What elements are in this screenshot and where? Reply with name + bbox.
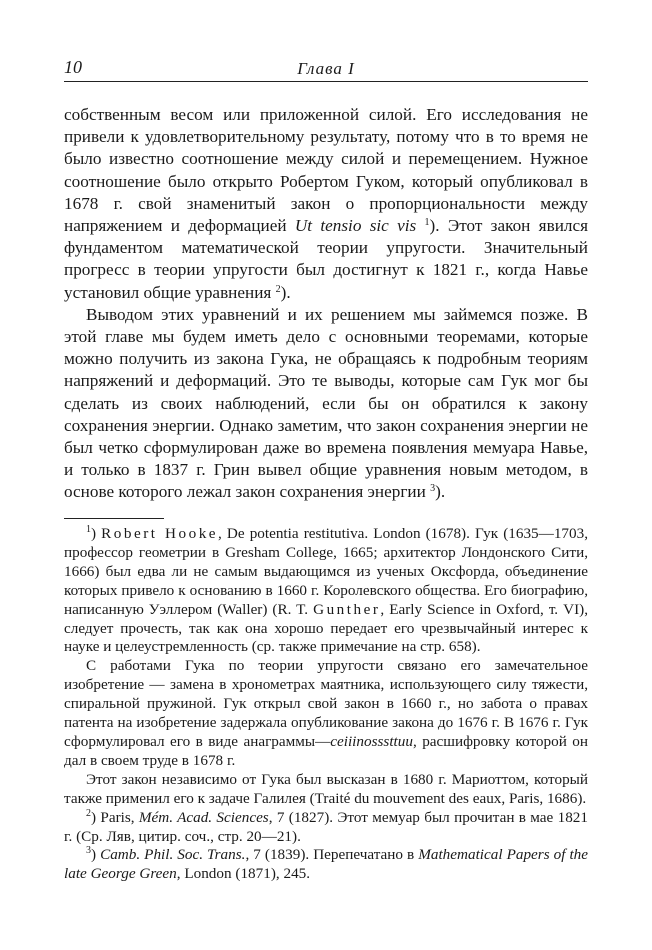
footnote-text: , 7 (1827). Этот мемуар был прочитан в мае 1821 г. (Ср. Ляв, цитир. соч., стр. 20—21). <box>64 808 588 845</box>
author-name: Gunther <box>313 600 381 618</box>
footnote-text: Этот закон независимо от Гука был высказан в 1680 г. Мариоттом, который также применил его к задаче Галилея (Traité du mouvement des eaux, Paris, 1686). <box>64 770 588 807</box>
footnote-text: , De potentia restitutiva. London (1678). Гук (1635—1703, профессор геометрии в Gresham College, 1665; архитектор Лондонского Сити, 1666) был едва ли не самым выдающимся из ученых Оксфорда, объединение которых привело к основанию в 1660 г. Королевского общества. Его биографию, написанную Уэллером (Waller) (R. T. <box>64 525 589 618</box>
hooke-law-latin: Ut tensio sic vis <box>294 216 417 236</box>
page-number: 10 <box>64 57 82 77</box>
anagram: ceiiinosssttuu <box>330 732 413 750</box>
footnote-ref-3: 3 <box>430 483 436 495</box>
journal-title: Camb. Phil. Soc. Trans. <box>100 846 246 864</box>
footnotes <box>64 525 588 884</box>
paragraph-text: ). <box>435 482 446 502</box>
footnote-rule <box>64 518 164 519</box>
journal-title: Mém. Acad. Sciences <box>138 808 269 826</box>
footnote-text: , 7 (1839). Перепечатано в <box>245 846 419 864</box>
paragraph-text: ). Этот закон явился фундаментом математической теории упругости. Значительный прогресс в теории упругости был достигнут к 1821 г., когда Навье установил общие уравнения <box>64 216 589 302</box>
paragraph-2 <box>64 304 588 504</box>
footnote-ref-1: 1 <box>424 217 430 229</box>
footnote-text: , Early Science in Oxford, т. VI), следует прочесть, так как она хорошо передает его чрезвычайный интерес к науке и целеустремленность (ср. также примечание на стр. 658). <box>64 600 588 656</box>
footnote-text: , расшифровку которой он дал в своем труде в 1678 г. <box>64 732 588 769</box>
footnote-text: ) Paris, <box>91 808 139 826</box>
footnote-text: С работами Гука по теории упругости связано его замечательное изобретение — замена в хронометрах маятника, использующего силу тяжести, спиральной пружиной. Гук открыл свой закон в 1660 г., но забота о правах патента на изобретение задержала опубликование закона до 1676 г. В 1676 г. Гук сформулировал его в виде анаграммы— <box>64 657 588 750</box>
footnote-ref-2: 2 <box>275 283 281 295</box>
footnote-1: $^1$) Robert Hooke, De potentia restitutiva. London (1678). Гук (1635—1703, профессор геометрии в Gresham College, 1665; архитектор Лондонского Сити, 1666) был едва ли не самым выдающимся из ученых Оксфорда, объединение которых привело к основанию в 1660 г. Королевского общества. Его биографию, написанную Уэллером (Waller) (R. T. Gunther, Early Science in Oxford, т. VI), следует прочесть, так как она хорошо передает его чрезвычайный интерес к науке и целеустремленность (ср. также примечание на стр. 658). <box>64 524 589 656</box>
header-rule <box>64 81 588 82</box>
footnote-text: ) <box>91 846 101 864</box>
running-header <box>64 57 588 83</box>
chapter-title: Глава I <box>297 59 355 78</box>
paragraph-1 <box>64 104 588 304</box>
footnote-3 <box>64 846 588 884</box>
book-title: Mathematical Papers of the late George Green <box>64 846 589 883</box>
paragraph-text: собственным весом или приложенной силой. Его исследования не привели к удовлетворительному результату, потому что в то время не было известно соотношение между силой и перемещением. Нужное соотношение было открыто Робертом Гуком, который опубликовал в 1678 г. свой знаменитый закон о пропорциональности между напряжением и деформацией <box>64 105 588 236</box>
paragraph-text: Выводом этих уравнений и их решением мы займемся позже. В этой главе мы будем иметь дело с основными теоремами, которые можно получить из закона Гука, не обращаясь к подробным теориям напряжений и деформаций. Это те выводы, которые сам Гук мог бы сделать из своих наблюдений, если бы он обратился к закону сохранения энергии. Однако заметим, что закон сохранения энергии не был четко сформулирован даже во времена появления мемуара Навье, и только в 1837 г. Грин вывел общие уравнения новым методом, в основе которого лежал закон сохранения энергии <box>64 304 588 502</box>
footnote-mark: 2 <box>86 807 91 819</box>
footnote-2 <box>64 809 588 847</box>
paragraph-text: ). <box>280 282 291 302</box>
footnote-text: , London (1871), 245. <box>176 865 311 883</box>
author-name: Robert Hooke <box>101 525 219 542</box>
footnote-1-continuation <box>64 657 588 770</box>
footnote-mark: 3 <box>86 845 91 857</box>
footnote-mark: 1 <box>86 524 91 535</box>
main-text <box>64 104 588 504</box>
footnote-1-continuation <box>64 771 588 809</box>
